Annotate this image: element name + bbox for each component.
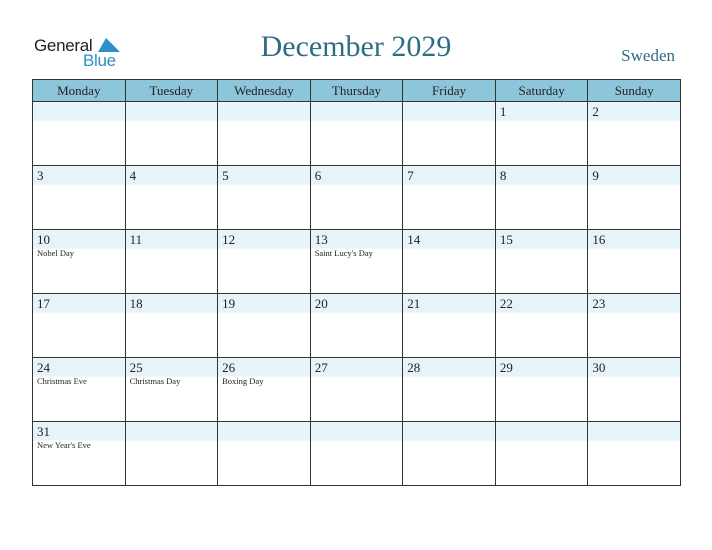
day-cell xyxy=(218,422,311,486)
day-cell xyxy=(33,230,126,294)
day-cell xyxy=(588,102,681,166)
day-number: 17 xyxy=(37,296,50,311)
week-row xyxy=(33,166,681,230)
day-number: 18 xyxy=(129,296,143,311)
day-number: 8 xyxy=(499,168,507,183)
day-number xyxy=(126,102,218,120)
weekday-header: Tuesday xyxy=(125,80,218,102)
week-row xyxy=(33,230,681,294)
day-number: 13 xyxy=(314,232,328,247)
day-cell xyxy=(588,230,681,294)
day-cell xyxy=(495,294,588,358)
day-cell xyxy=(310,422,403,486)
week-row xyxy=(33,422,681,486)
day-cell xyxy=(403,358,496,422)
day-number: 29 xyxy=(499,360,513,375)
day-cell xyxy=(403,294,496,358)
weekday-header: Friday xyxy=(403,80,496,102)
week-row xyxy=(33,102,681,166)
day-number: 9 xyxy=(592,168,599,183)
day-cell xyxy=(218,166,311,230)
day-cell xyxy=(125,102,218,166)
day-cell xyxy=(218,358,311,422)
day-number: 25 xyxy=(129,360,143,375)
day-number: 28 xyxy=(407,360,421,375)
day-number: 30 xyxy=(592,360,606,375)
day-number: 27 xyxy=(314,360,328,375)
holiday-label: Saint Lucy's Day xyxy=(314,248,373,258)
weekday-header: Thursday xyxy=(310,80,403,102)
day-number: 11 xyxy=(129,232,143,247)
day-cell xyxy=(495,230,588,294)
week-row xyxy=(33,358,681,422)
day-number xyxy=(403,102,495,120)
day-number: 3 xyxy=(37,168,44,183)
day-cell xyxy=(588,358,681,422)
day-number: 12 xyxy=(222,232,236,247)
day-cell xyxy=(310,166,403,230)
holiday-label: Christmas Eve xyxy=(37,376,87,386)
day-cell xyxy=(125,422,218,486)
day-cell xyxy=(495,358,588,422)
weekday-header: Wednesday xyxy=(218,80,311,102)
calendar-body xyxy=(33,102,681,486)
day-cell xyxy=(218,102,311,166)
day-cell xyxy=(403,166,496,230)
weekday-header: Saturday xyxy=(495,80,588,102)
day-cell xyxy=(403,230,496,294)
day-cell xyxy=(33,422,126,486)
day-number: 10 xyxy=(37,232,50,247)
weekday-header: Monday xyxy=(33,80,126,102)
holiday-label: Nobel Day xyxy=(37,248,75,258)
day-number xyxy=(403,422,495,440)
day-cell xyxy=(588,294,681,358)
day-cell xyxy=(218,230,311,294)
day-cell xyxy=(310,358,403,422)
day-number: 1 xyxy=(499,104,507,119)
day-number xyxy=(33,102,125,120)
weekday-header: Sunday xyxy=(588,80,681,102)
weekday-header-row xyxy=(33,80,681,102)
day-number xyxy=(311,102,403,120)
day-cell xyxy=(588,166,681,230)
day-cell xyxy=(495,102,588,166)
brand-word-blue: Blue xyxy=(83,51,116,70)
day-number: 16 xyxy=(592,232,606,247)
day-number: 15 xyxy=(499,232,513,247)
day-number xyxy=(126,422,218,440)
day-number xyxy=(218,422,310,440)
day-cell xyxy=(495,422,588,486)
day-cell xyxy=(125,166,218,230)
day-number: 4 xyxy=(129,168,137,183)
day-cell xyxy=(125,358,218,422)
day-cell xyxy=(310,102,403,166)
holiday-label: Boxing Day xyxy=(222,376,264,386)
day-number: 20 xyxy=(314,296,328,311)
day-number: 26 xyxy=(222,360,236,375)
day-cell xyxy=(403,102,496,166)
day-cell xyxy=(310,294,403,358)
day-number: 24 xyxy=(37,360,50,375)
day-number xyxy=(496,422,588,440)
day-cell xyxy=(403,422,496,486)
day-cell xyxy=(33,358,126,422)
brand-word-general: General xyxy=(34,36,93,55)
day-number xyxy=(311,422,403,440)
holiday-label: Christmas Day xyxy=(129,376,181,386)
day-number xyxy=(218,102,310,120)
day-cell xyxy=(588,422,681,486)
day-number: 2 xyxy=(592,104,599,119)
day-number: 14 xyxy=(407,232,421,247)
calendar-grid xyxy=(32,79,681,486)
week-row xyxy=(33,294,681,358)
holiday-label: New Year's Eve xyxy=(37,440,91,450)
day-number xyxy=(588,422,680,440)
day-number: 23 xyxy=(592,296,606,311)
day-cell xyxy=(310,230,403,294)
day-cell xyxy=(125,294,218,358)
day-number: 7 xyxy=(407,168,414,183)
calendar-title: December 2029 xyxy=(260,30,452,63)
day-number: 31 xyxy=(37,424,50,439)
day-number: 5 xyxy=(222,168,229,183)
day-number: 21 xyxy=(407,296,421,311)
day-cell xyxy=(33,294,126,358)
day-cell xyxy=(33,166,126,230)
day-cell xyxy=(33,102,126,166)
day-cell xyxy=(495,166,588,230)
country-label: Sweden xyxy=(621,46,675,65)
day-cell xyxy=(218,294,311,358)
day-cell xyxy=(125,230,218,294)
day-number: 22 xyxy=(499,296,513,311)
day-number: 19 xyxy=(222,296,236,311)
day-number: 6 xyxy=(314,168,322,183)
